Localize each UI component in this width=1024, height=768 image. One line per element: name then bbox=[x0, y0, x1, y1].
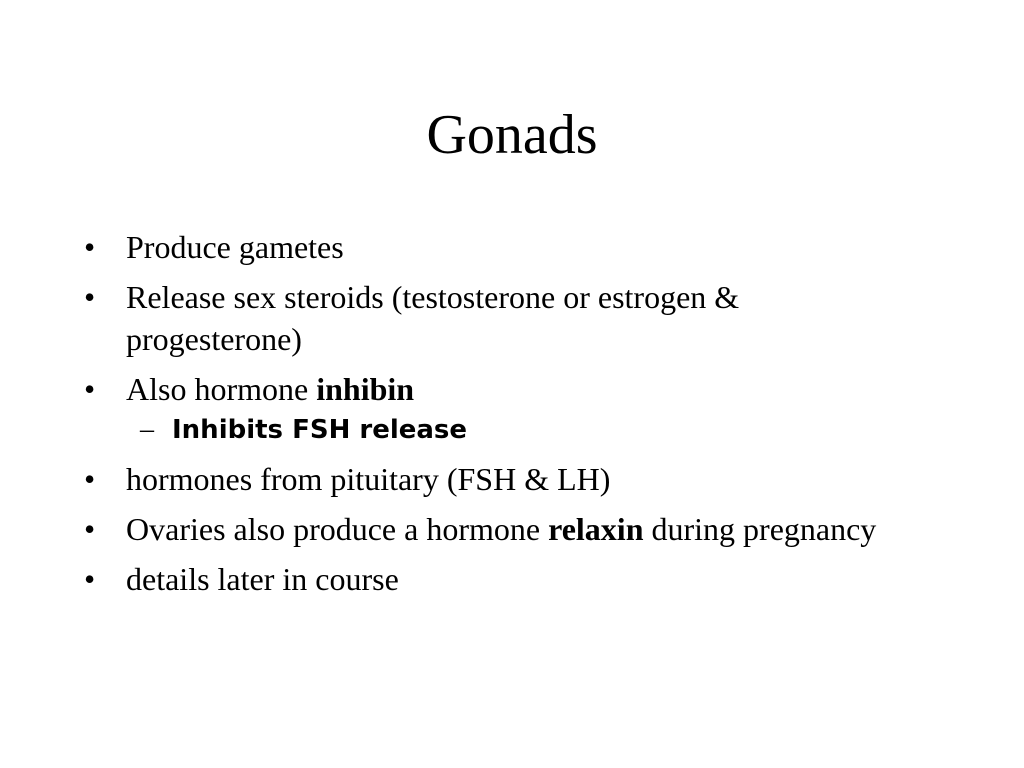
bullet-marker: • bbox=[84, 561, 96, 597]
dash-marker: – bbox=[140, 414, 154, 445]
bullet-text: hormones from pituitary (FSH & LH) bbox=[126, 461, 611, 497]
sub-bullet-text: Inhibits FSH release bbox=[172, 415, 468, 445]
bullet-text: details later in course bbox=[126, 561, 399, 597]
bullet-text: Produce gametes bbox=[126, 229, 344, 265]
bullet-marker: • bbox=[84, 279, 96, 315]
bullet-marker: • bbox=[84, 511, 96, 547]
bullet-item bbox=[84, 558, 914, 600]
bullet-item bbox=[84, 226, 914, 268]
bullet-marker: • bbox=[84, 371, 96, 407]
bullet-item bbox=[84, 508, 914, 550]
slide-title: Gonads bbox=[426, 104, 598, 166]
bullet-text-tail: during pregnancy bbox=[643, 511, 877, 547]
bullet-item bbox=[84, 458, 914, 500]
bullet-text: Release sex steroids (testosterone or estrogen & progesterone) bbox=[126, 279, 740, 357]
bullet-marker: • bbox=[84, 461, 96, 497]
bullet-item bbox=[84, 368, 914, 410]
bullet-bold-term: relaxin bbox=[548, 511, 644, 547]
bullet-item bbox=[84, 276, 914, 360]
sub-bullet-item bbox=[84, 412, 914, 448]
bullet-text: Also hormone bbox=[126, 371, 317, 407]
bullet-bold-term: inhibin bbox=[316, 371, 415, 407]
bullet-marker: • bbox=[84, 229, 96, 265]
bullet-text: Ovaries also produce a hormone bbox=[126, 511, 549, 547]
bullet-list bbox=[84, 226, 914, 608]
